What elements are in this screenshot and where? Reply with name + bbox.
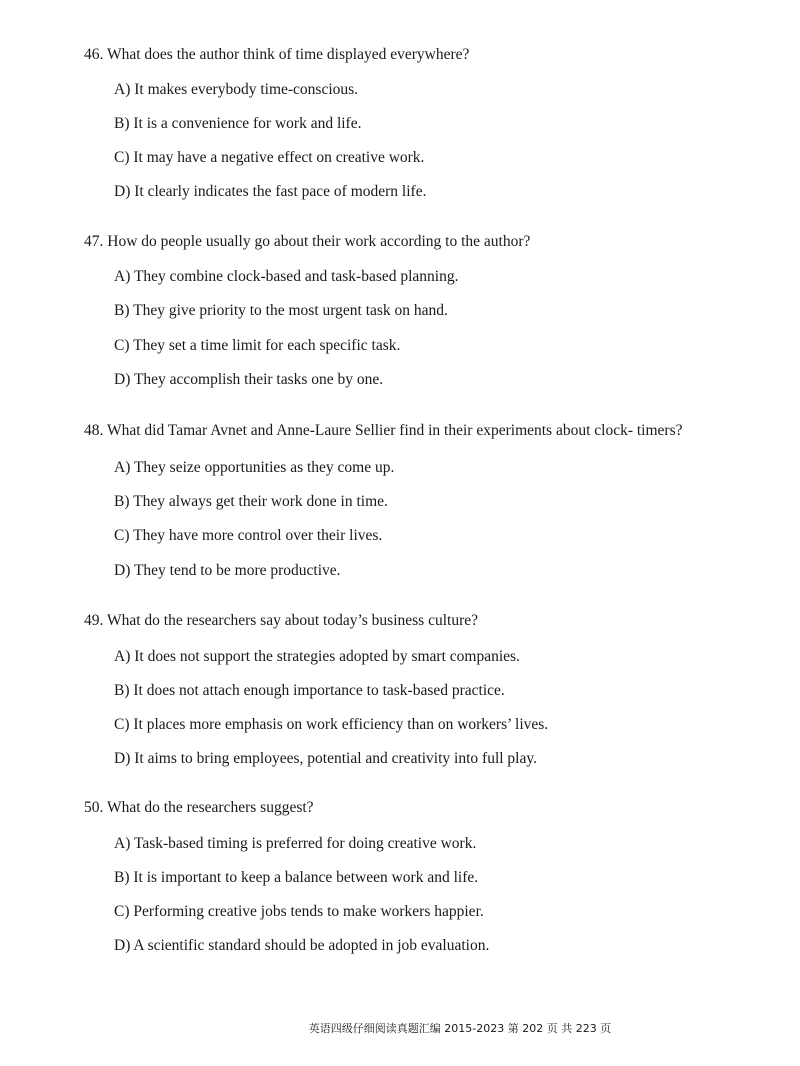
- option-a: A) They seize opportunities as they come up.: [114, 459, 395, 476]
- option-c: C) It may have a negative effect on creative work.: [114, 149, 425, 166]
- question-stem: 46. What does the author think of time displayed everywhere?: [84, 46, 470, 63]
- page-footer: 英语四级仔细阅读真题汇编 2015-2023 第 202 页 共 223 页: [308, 1022, 612, 1035]
- question-stem: 49. What do the researchers say about today’s business culture?: [84, 612, 478, 629]
- option-d: D) They tend to be more productive.: [114, 562, 341, 579]
- option-d: D) It clearly indicates the fast pace of modern life.: [114, 183, 427, 200]
- option-d: D) It aims to bring employees, potential and creativity into full play.: [114, 750, 537, 767]
- option-a: A) It makes everybody time-conscious.: [114, 81, 359, 98]
- option-c: C) It places more emphasis on work efficiency than on workers’ lives.: [114, 716, 549, 733]
- option-d: D) They accomplish their tasks one by one.: [114, 371, 384, 388]
- option-b: B) They give priority to the most urgent task on hand.: [114, 302, 448, 319]
- option-a: A) It does not support the strategies adopted by smart companies.: [114, 648, 520, 665]
- option-c: C) Performing creative jobs tends to make workers happier.: [114, 903, 484, 920]
- option-a: A) They combine clock-based and task-based planning.: [114, 268, 459, 285]
- option-b: B) It is important to keep a balance between work and life.: [114, 869, 479, 886]
- question-stem: 48. What did Tamar Avnet and Anne-Laure Sellier find in their experiments about clock- timers?: [84, 422, 683, 439]
- option-c: C) They set a time limit for each specific task.: [114, 337, 401, 354]
- question-stem: 47. How do people usually go about their work according to the author?: [84, 233, 531, 250]
- option-d: D) A scientific standard should be adopted in job evaluation.: [114, 937, 490, 954]
- option-b: B) It is a convenience for work and life.: [114, 115, 362, 132]
- option-a: A) Task-based timing is preferred for doing creative work.: [114, 835, 477, 852]
- option-b: B) They always get their work done in time.: [114, 493, 388, 510]
- option-c: C) They have more control over their lives.: [114, 527, 383, 544]
- option-b: B) It does not attach enough importance to task-based practice.: [114, 682, 505, 699]
- question-stem: 50. What do the researchers suggest?: [84, 799, 314, 816]
